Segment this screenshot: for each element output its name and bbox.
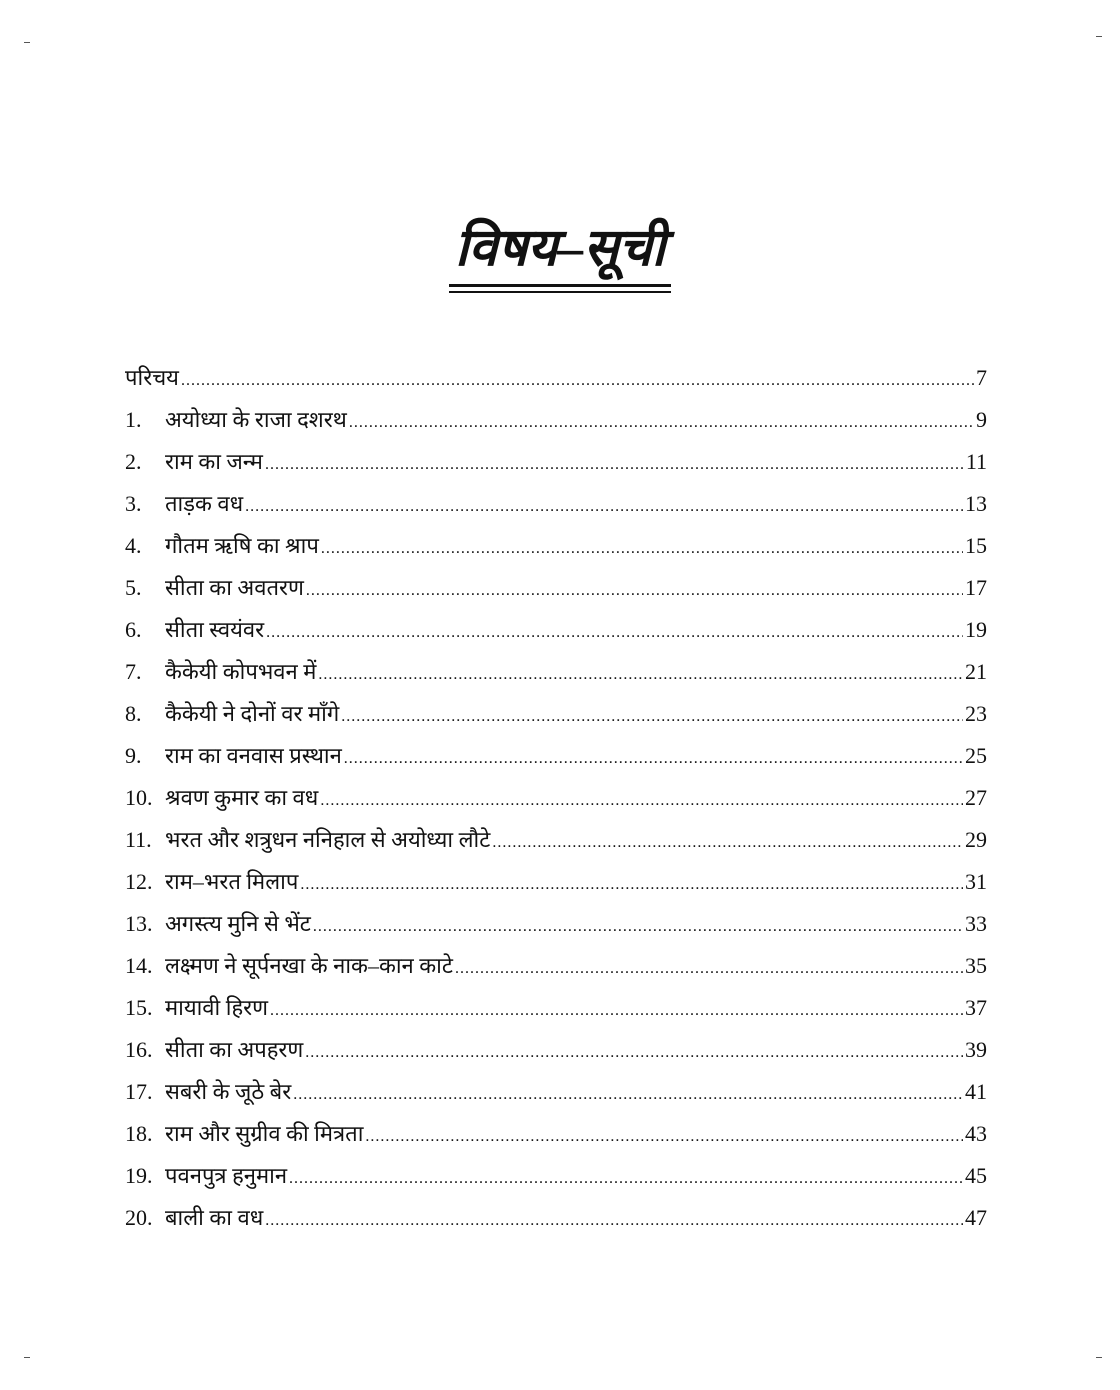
dot-leader xyxy=(305,1044,963,1062)
toc-number: 17. xyxy=(125,1079,153,1104)
toc-number: 10. xyxy=(125,785,153,810)
toc-row[interactable] xyxy=(125,908,987,950)
toc-label: परिचय xyxy=(125,365,179,390)
toc-page-number: 9 xyxy=(976,407,987,432)
toc-label: कैकेयी कोपभवन में xyxy=(165,659,317,684)
toc-label: राम–भरत मिलाप xyxy=(165,869,299,894)
toc-page-number: 39 xyxy=(965,1037,987,1062)
dot-leader xyxy=(341,708,963,726)
dot-leader xyxy=(344,750,963,768)
dot-leader xyxy=(265,1212,963,1230)
toc-number: 12. xyxy=(125,869,153,894)
toc-page-number: 15 xyxy=(965,533,987,558)
toc-row[interactable] xyxy=(125,572,987,614)
toc-page-number: 35 xyxy=(965,953,987,978)
toc-row[interactable] xyxy=(125,614,987,656)
dot-leader xyxy=(289,1170,963,1188)
crop-mark xyxy=(24,42,30,43)
toc-page-number: 47 xyxy=(965,1205,987,1230)
dot-leader xyxy=(245,498,963,516)
dot-leader xyxy=(265,456,964,474)
toc-label: ताड़क वध xyxy=(165,491,244,516)
dot-leader xyxy=(300,876,963,894)
toc-label: बाली का वध xyxy=(165,1205,264,1230)
crop-mark xyxy=(1096,36,1102,37)
toc-number: 1. xyxy=(125,407,142,432)
toc-page-number: 29 xyxy=(965,827,987,852)
toc-page-number: 31 xyxy=(965,869,987,894)
toc-number: 14. xyxy=(125,953,153,978)
toc-page-number: 7 xyxy=(976,365,987,390)
dot-leader xyxy=(181,372,974,390)
toc-row[interactable] xyxy=(125,866,987,908)
toc-row[interactable] xyxy=(125,782,987,824)
toc-page-number: 17 xyxy=(965,575,987,600)
page-title: विषय–सूची xyxy=(449,218,671,287)
toc-label: राम का वनवास प्रस्थान xyxy=(165,743,342,768)
toc-number: 11. xyxy=(125,827,152,852)
toc-row[interactable] xyxy=(125,992,987,1034)
toc-page-number: 23 xyxy=(965,701,987,726)
toc-number: 16. xyxy=(125,1037,153,1062)
toc-page-number: 43 xyxy=(965,1121,987,1146)
toc-number: 6. xyxy=(125,617,142,642)
toc-page-number: 11 xyxy=(965,449,987,474)
toc-row[interactable] xyxy=(125,404,987,446)
toc-label: भरत और शत्रुधन ननिहाल से अयोध्या लौटे xyxy=(165,827,491,852)
toc-row[interactable] xyxy=(125,488,987,530)
toc-number: 3. xyxy=(125,491,142,516)
toc-row-intro[interactable] xyxy=(125,362,987,404)
toc-label: पवनपुत्र हनुमान xyxy=(165,1163,288,1188)
toc-number: 20. xyxy=(125,1205,153,1230)
toc-label: लक्ष्मण ने सूर्पनखा के नाक–कान काटे xyxy=(165,953,453,978)
dot-leader xyxy=(293,1086,963,1104)
toc-row[interactable] xyxy=(125,1202,987,1244)
toc-number: 2. xyxy=(125,449,142,474)
toc-number: 7. xyxy=(125,659,142,684)
dot-leader xyxy=(270,1002,963,1020)
crop-mark xyxy=(24,1357,30,1358)
toc-number: 15. xyxy=(125,995,153,1020)
toc-page-number: 13 xyxy=(965,491,987,516)
toc-number: 5. xyxy=(125,575,142,600)
dot-leader xyxy=(266,624,963,642)
toc-row[interactable] xyxy=(125,950,987,992)
dot-leader xyxy=(306,582,963,600)
toc-page-number: 37 xyxy=(965,995,987,1020)
toc-row[interactable] xyxy=(125,446,987,488)
toc-label: श्रवण कुमार का वध xyxy=(165,785,319,810)
toc-row[interactable] xyxy=(125,1076,987,1118)
dot-leader xyxy=(349,414,974,432)
toc-label: अयोध्या के राजा दशरथ xyxy=(165,407,347,432)
toc-page-number: 33 xyxy=(965,911,987,936)
toc-row[interactable] xyxy=(125,530,987,572)
toc-number: 13. xyxy=(125,911,153,936)
toc-row[interactable] xyxy=(125,698,987,740)
toc-row[interactable] xyxy=(125,1034,987,1076)
dot-leader xyxy=(492,834,963,852)
toc-page-number: 19 xyxy=(965,617,987,642)
toc-row[interactable] xyxy=(125,824,987,866)
toc-row[interactable] xyxy=(125,1160,987,1202)
toc-label: सीता स्वयंवर xyxy=(165,617,265,642)
dot-leader xyxy=(455,960,963,978)
toc-page-number: 41 xyxy=(965,1079,987,1104)
dot-leader xyxy=(320,792,963,810)
dot-leader xyxy=(321,540,963,558)
toc-page-number: 45 xyxy=(965,1163,987,1188)
toc-label: कैकेयी ने दोनों वर माँगे xyxy=(165,701,340,726)
toc-label: सबरी के जूठे बेर xyxy=(165,1079,292,1104)
toc-row[interactable] xyxy=(125,656,987,698)
toc-page-number: 27 xyxy=(965,785,987,810)
title-block xyxy=(0,218,1120,287)
dot-leader xyxy=(365,1128,963,1146)
toc-number: 18. xyxy=(125,1121,153,1146)
toc-number: 19. xyxy=(125,1163,153,1188)
toc-label: गौतम ऋषि का श्राप xyxy=(165,533,319,558)
toc-page-number: 25 xyxy=(965,743,987,768)
toc-number: 8. xyxy=(125,701,142,726)
dot-leader xyxy=(318,666,963,684)
toc-label: सीता का अपहरण xyxy=(165,1037,304,1062)
crop-mark xyxy=(1096,1357,1102,1358)
toc-row[interactable] xyxy=(125,740,987,782)
toc-label: सीता का अवतरण xyxy=(165,575,304,600)
toc-label: राम का जन्म xyxy=(165,449,263,474)
toc-page-number: 21 xyxy=(965,659,987,684)
toc-label: राम और सुग्रीव की मित्रता xyxy=(165,1121,364,1146)
toc-number: 4. xyxy=(125,533,142,558)
toc-number: 9. xyxy=(125,743,142,768)
toc-label: अगस्त्य मुनि से भेंट xyxy=(165,911,311,936)
table-of-contents xyxy=(125,362,987,1244)
toc-row[interactable] xyxy=(125,1118,987,1160)
toc-label: मायावी हिरण xyxy=(165,995,269,1020)
dot-leader xyxy=(313,918,963,936)
